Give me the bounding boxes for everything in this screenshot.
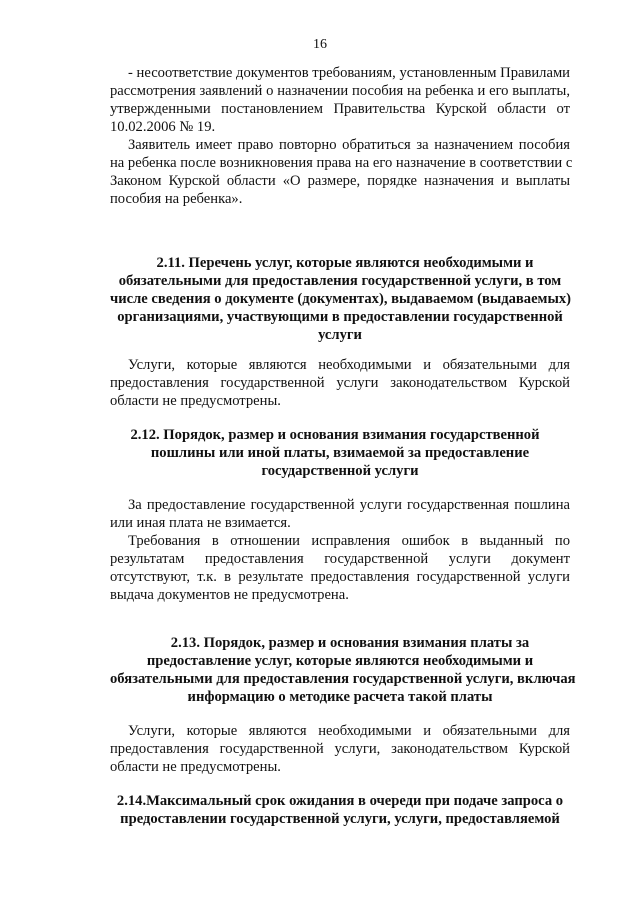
paragraph-line: Услуги, которые являются необходимыми и обязательными для bbox=[128, 357, 570, 373]
paragraph-line: За предоставление государственной услуги государственная пошлина bbox=[128, 497, 570, 513]
paragraph-line: 10.02.2006 № 19. bbox=[110, 119, 216, 135]
paragraph-line: - несоответствие документов требованиям, установленным Правилами bbox=[128, 65, 570, 81]
paragraph-line: Законом Курской области «О размере, порядке назначения и выплаты bbox=[110, 173, 570, 189]
paragraph-line: Заявитель имеет право повторно обратиться за назначением пособия bbox=[128, 137, 570, 153]
paragraph-line: выдача документов не предусмотрена. bbox=[110, 587, 349, 603]
section-heading-2-11: обязательными для предоставления государственной услуги, в том bbox=[118, 273, 562, 289]
section-heading-2-14: 2.14.Максимальный срок ожидания в очереди при подаче запроса о bbox=[116, 793, 564, 809]
section-heading-2-12: пошлины или иной платы, взимаемой за предоставление bbox=[150, 445, 530, 461]
paragraph-line: предоставления государственной услуги законодательством Курской bbox=[110, 375, 570, 391]
section-heading-2-11: числе сведения о документе (документах), выдаваемом (выдаваемых) bbox=[110, 291, 572, 307]
paragraph-line: предоставления государственной услуги, законодательством Курской bbox=[110, 741, 570, 757]
paragraph-line: Услуги, которые являются необходимыми и обязательными для bbox=[128, 723, 570, 739]
paragraph-line: результатам предоставления государственной услуги документ bbox=[110, 551, 570, 567]
paragraph-line: пособия на ребенка». bbox=[110, 191, 243, 207]
paragraph-line: или иная плата не взимается. bbox=[110, 515, 291, 531]
paragraph-line: Требования в отношении исправления ошибок в выданный по bbox=[128, 533, 570, 549]
paragraph-line: области не предусмотрены. bbox=[110, 393, 281, 409]
section-heading-2-13: предоставление услуг, которые являются необходимыми и bbox=[146, 653, 534, 669]
section-heading-2-11: 2.11. Перечень услуг, которые являются необходимыми и bbox=[156, 255, 534, 271]
section-heading-2-13: 2.13. Порядок, размер и основания взимания платы за bbox=[170, 635, 530, 651]
section-heading-2-13: обязательными для предоставления государственной услуги, включая bbox=[110, 671, 576, 687]
paragraph-line: отсутствуют, т.к. в результате предоставления государственной услуги bbox=[110, 569, 570, 585]
section-heading-2-13: информацию о методике расчета такой платы bbox=[187, 689, 493, 705]
paragraph-line: области не предусмотрены. bbox=[110, 759, 281, 775]
section-heading-2-11: организациями, участвующими в предоставлении государственной bbox=[117, 309, 563, 325]
paragraph-line: утвержденными постановлением Правительства Курской области от bbox=[110, 101, 570, 117]
section-heading-2-11: услуги bbox=[318, 327, 362, 343]
paragraph-line: на ребенка после возникновения права на его назначение в соответствии с bbox=[110, 155, 573, 171]
page-number: 16 bbox=[313, 37, 327, 52]
section-heading-2-14: предоставлении государственной услуги, услуги, предоставляемой bbox=[120, 811, 560, 827]
section-heading-2-12: государственной услуги bbox=[261, 463, 419, 479]
section-heading-2-12: 2.12. Порядок, размер и основания взимания государственной bbox=[130, 427, 540, 443]
paragraph-line: рассмотрения заявлений о назначении пособия на ребенка и его выплаты, bbox=[110, 83, 570, 99]
